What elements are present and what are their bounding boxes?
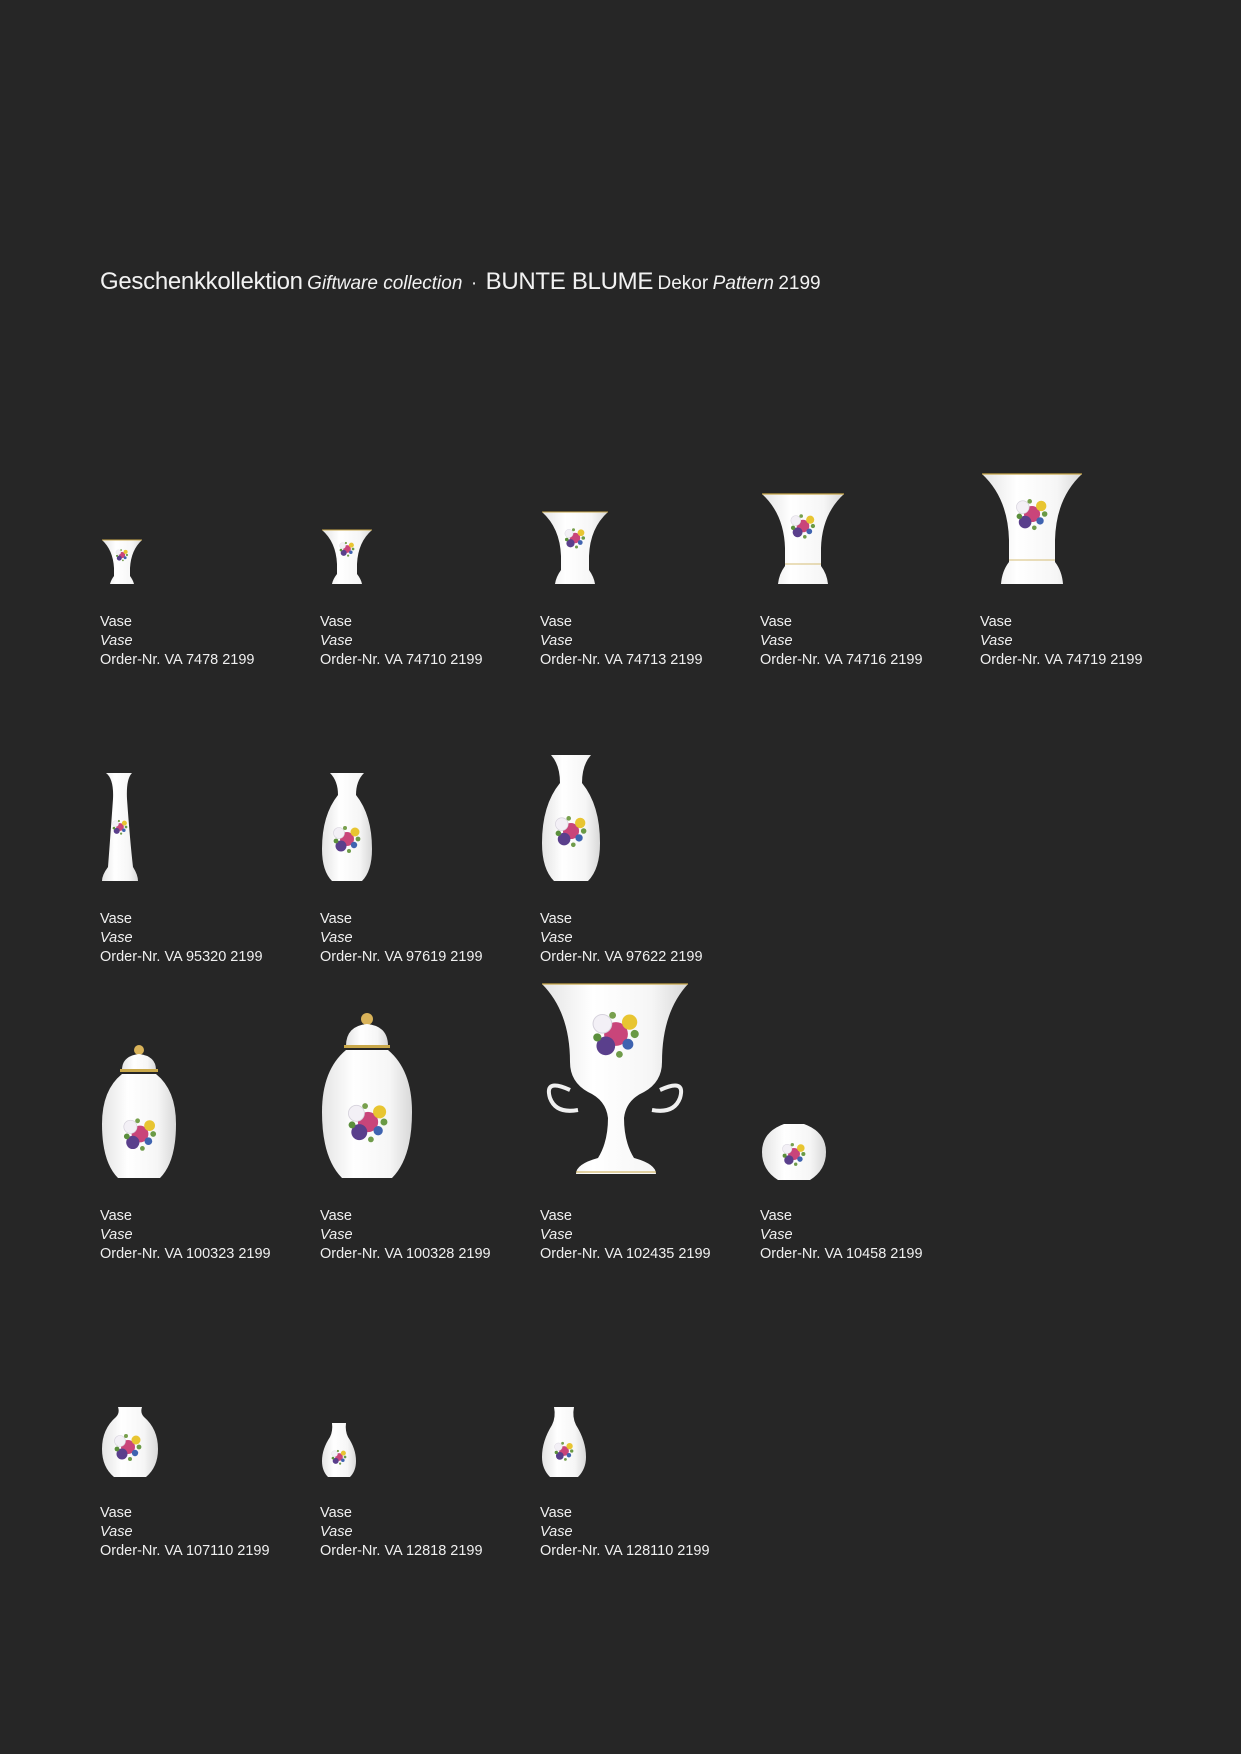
product-name-en: Vase xyxy=(540,1524,573,1540)
product-name-en: Vase xyxy=(320,930,353,946)
product-name-de: Vase xyxy=(100,1505,132,1521)
pattern-number: 2199 xyxy=(778,273,821,294)
product-name-de: Vase xyxy=(540,1505,572,1521)
order-number: Order-Nr. VA 100328 2199 xyxy=(320,1246,491,1262)
title-separator: · xyxy=(470,273,478,294)
product-name-de: Vase xyxy=(980,614,1012,630)
product-name-en: Vase xyxy=(540,1227,573,1243)
order-number: Order-Nr. VA 7478 2199 xyxy=(100,652,255,668)
order-number: Order-Nr. VA 102435 2199 xyxy=(540,1246,711,1262)
product-image xyxy=(540,460,700,588)
product-image xyxy=(100,1351,260,1479)
dekor-label: Dekor xyxy=(657,273,709,294)
product-name-de: Vase xyxy=(760,1208,792,1224)
product-image xyxy=(320,1054,480,1182)
product-image xyxy=(540,1054,700,1182)
product-image xyxy=(760,460,920,588)
product-image xyxy=(100,460,260,588)
product-name-en: Vase xyxy=(760,633,793,649)
order-number: Order-Nr. VA 12818 2199 xyxy=(320,1543,483,1559)
order-number: Order-Nr. VA 10458 2199 xyxy=(760,1246,923,1262)
product-image xyxy=(100,1054,260,1182)
pattern-label: Pattern xyxy=(712,273,774,294)
product-name-de: Vase xyxy=(100,614,132,630)
product-image xyxy=(100,757,260,885)
product-name-de: Vase xyxy=(320,911,352,927)
product-image xyxy=(320,1351,480,1479)
order-number: Order-Nr. VA 97622 2199 xyxy=(540,949,703,965)
product-image xyxy=(320,460,480,588)
product-name-en: Vase xyxy=(320,1524,353,1540)
product-image xyxy=(760,1054,920,1182)
product-name-en: Vase xyxy=(540,633,573,649)
product-image xyxy=(320,757,480,885)
product-image xyxy=(540,757,700,885)
product-name-de: Vase xyxy=(320,1208,352,1224)
product-name-de: Vase xyxy=(320,1505,352,1521)
order-number: Order-Nr. VA 97619 2199 xyxy=(320,949,483,965)
order-number: Order-Nr. VA 128110 2199 xyxy=(540,1543,710,1559)
order-number: Order-Nr. VA 74713 2199 xyxy=(540,652,703,668)
order-number: Order-Nr. VA 100323 2199 xyxy=(100,1246,271,1262)
product-name-de: Vase xyxy=(320,614,352,630)
order-number: Order-Nr. VA 74719 2199 xyxy=(980,652,1143,668)
product-name-de: Vase xyxy=(540,614,572,630)
order-number: Order-Nr. VA 74716 2199 xyxy=(760,652,923,668)
product-image xyxy=(980,460,1140,588)
order-number: Order-Nr. VA 107110 2199 xyxy=(100,1543,270,1559)
product-name-en: Vase xyxy=(100,1227,133,1243)
product-name-en: Vase xyxy=(760,1227,793,1243)
product-name-de: Vase xyxy=(100,911,132,927)
product-name-en: Vase xyxy=(540,930,573,946)
pattern-name: BUNTE BLUME xyxy=(485,268,654,295)
product-name-en: Vase xyxy=(100,930,133,946)
product-name-en: Vase xyxy=(320,1227,353,1243)
product-name-en: Vase xyxy=(100,1524,133,1540)
order-number: Order-Nr. VA 74710 2199 xyxy=(320,652,483,668)
title-english: Giftware collection xyxy=(307,273,463,294)
product-name-en: Vase xyxy=(100,633,133,649)
page-title xyxy=(100,268,821,296)
product-name-en: Vase xyxy=(980,633,1013,649)
product-name-en: Vase xyxy=(320,633,353,649)
order-number: Order-Nr. VA 95320 2199 xyxy=(100,949,263,965)
product-name-de: Vase xyxy=(540,911,572,927)
title-german: Geschenkkollektion xyxy=(100,268,303,295)
product-image xyxy=(540,1351,700,1479)
product-name-de: Vase xyxy=(540,1208,572,1224)
product-name-de: Vase xyxy=(100,1208,132,1224)
product-name-de: Vase xyxy=(760,614,792,630)
